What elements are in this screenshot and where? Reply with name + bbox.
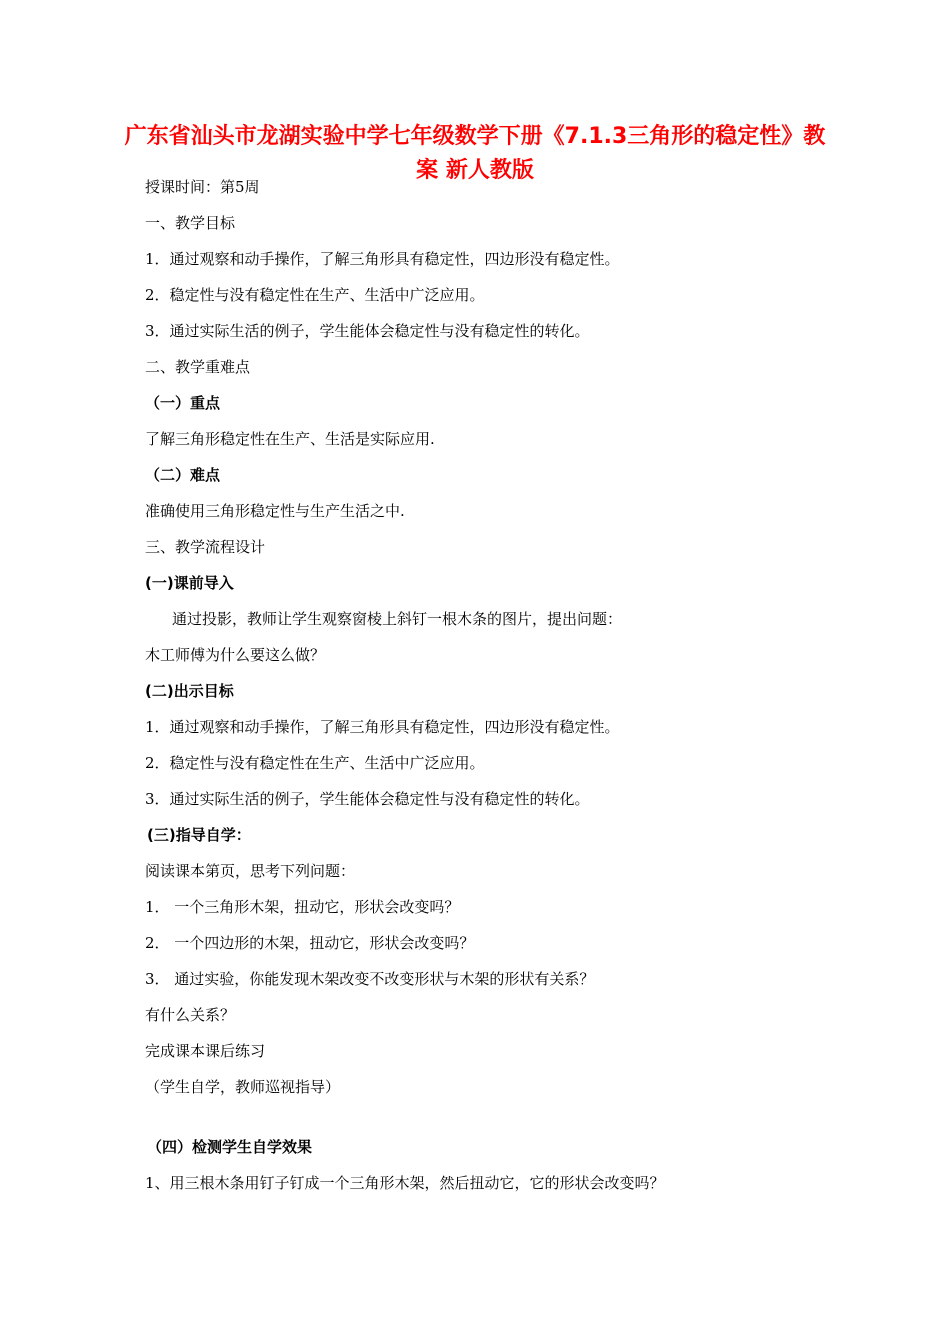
question-item: 3． 通过实验，你能发现木架改变不改变形状与木架的形状有关系？: [145, 970, 595, 988]
subheading-self-study: (三)指导自学：: [147, 826, 251, 844]
section-heading-key-points: 二、教学重难点: [145, 358, 251, 376]
goal-item: 1．通过观察和动手操作，了解三角形具有稳定性，四边形没有稳定性。: [145, 250, 620, 268]
subheading-difficulty: （二）难点: [145, 466, 221, 484]
goal-item: 3．通过实际生活的例子，学生能体会稳定性与没有稳定性的转化。: [145, 322, 590, 340]
question-item: 2． 一个四边形的木架，扭动它，形状会改变吗？: [145, 934, 475, 952]
paragraph: （学生自学，教师巡视指导）: [145, 1078, 341, 1096]
paragraph: 有什么关系？: [145, 1006, 236, 1024]
paragraph: 完成课本课后练习: [145, 1042, 266, 1060]
paragraph: 阅读课本第页，思考下列问题：: [145, 862, 356, 880]
subheading-objectives: (二)出示目标: [145, 682, 234, 700]
paragraph: 木工师傅为什么要这么做？: [145, 646, 326, 664]
question-item: 1． 一个三角形木架，扭动它，形状会改变吗？: [145, 898, 460, 916]
paragraph: 准确使用三角形稳定性与生产生活之中.: [145, 502, 405, 520]
section-heading-process: 三、教学流程设计: [145, 538, 266, 556]
paragraph: 了解三角形稳定性在生产、生活是实际应用.: [145, 430, 435, 448]
goal-item: 2．稳定性与没有稳定性在生产、生活中广泛应用。: [145, 286, 485, 304]
section-heading-goals: 一、教学目标: [145, 214, 236, 232]
goal-item: 2．稳定性与没有稳定性在生产、生活中广泛应用。: [145, 754, 485, 772]
subheading-intro: (一)课前导入: [145, 574, 234, 592]
question-item: 1、用三根木条用钉子钉成一个三角形木架，然后扭动它，它的形状会改变吗？: [145, 1174, 665, 1192]
subheading-key-point: （一）重点: [145, 394, 221, 412]
class-time: 授课时间：第5周: [145, 178, 260, 196]
document-title: 广东省汕头市龙湖实验中学七年级数学下册《7.1.3三角形的稳定性》教案 新人教版: [124, 124, 826, 183]
paragraph: 通过投影，教师让学生观察窗棱上斜钉一根木条的图片，提出问题：: [172, 610, 623, 628]
goal-item: 3．通过实际生活的例子，学生能体会稳定性与没有稳定性的转化。: [145, 790, 590, 808]
goal-item: 1．通过观察和动手操作，了解三角形具有稳定性，四边形没有稳定性。: [145, 718, 620, 736]
subheading-check: （四）检测学生自学效果: [147, 1138, 313, 1156]
